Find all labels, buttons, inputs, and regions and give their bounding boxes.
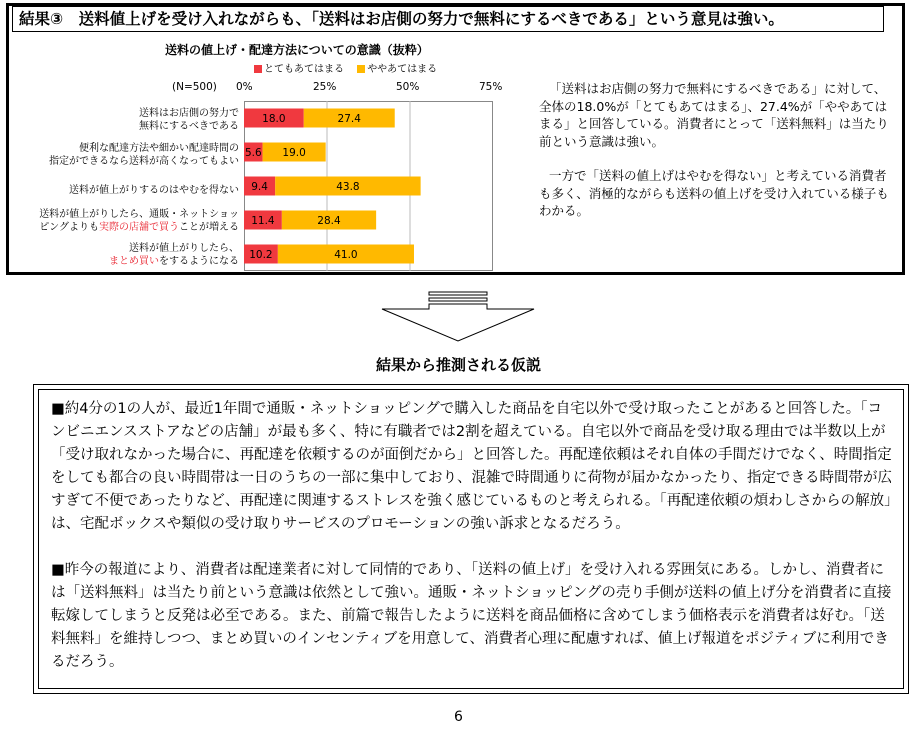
data-label-strong-3: 9.4 [251,181,268,193]
hypothesis-paragraph-1: ■約4分の1の人が、最近1年間で通販・ネットショッピングで購入した商品を自宅以外で受け取ったことがあると回答した。「コンビニエンスストアなどの店舗」が最も多く、特に有職者では2割を超えている。自宅以外で商品を受け取る理由では半数以上が「受け取れなかった場合に、再配達を依頼するのが面倒だから」と回答した。再配達依頼はそれ自体の手間だけでなく、時間指定をしても都合の良い時間帯は一日のうちの一部に集中しており、混雑で時間通りに荷物が届かなかったり、指定できる時間帯が広すぎて不便であったりなど、再配達に関連するストレスを強く感じているものと考えられる。「再配達依頼の煩わしさからの解放」は、宅配ボックスや類似の受け取りサービスのプロモーションの強い訴求となるだろう。 [51,401,892,532]
category-label-1 [139,107,239,133]
hypothesis-title: 結果から推測される仮説 [375,356,541,374]
data-label-somewhat-1: 27.4 [337,113,361,125]
category-label-2-line-2: 指定ができるなら送料が高くなってもよい [49,156,239,167]
category-label-4-line-1: 送料が値上がりしたら、通販・ネットショッ [39,209,239,220]
commentary-paragraph-2: 一方で「送料の値上げはやむを得ない」と考えている消費者も多く、消極的ながらも送料の値上げを受け入れている様子もわかる。 [539,168,889,218]
sample-size-label: (N=500) [172,81,217,93]
category-label-5-line-2: をするようになる [159,256,239,267]
commentary-paragraph-1: 「送料はお店側の努力で無料にするべきである」に対して、全体の18.0%が「とてもあてはまる」、27.4%が「ややあてはまる」と回答している。消費者にとって「送料無料」は当たり前という意識は強い。 [539,81,889,149]
page-number: 6 [454,709,463,725]
commentary [539,80,894,220]
category-label-4-line-3: ことが増える [179,222,239,233]
category-label-5-highlight: まとめ買い [109,256,159,267]
bar-chart-plot [244,101,493,271]
data-label-strong-4: 11.4 [251,215,275,227]
chart-legend [254,60,447,75]
legend-swatch-strong [254,65,262,73]
category-label-2 [49,142,239,168]
legend-label-strong: とてもあてはまる [264,64,344,75]
category-label-4 [39,208,239,234]
data-label-strong-1: 18.0 [262,113,286,125]
category-label-4-line-2: ピングよりも [39,222,99,233]
tick-label-25: 25% [313,81,337,93]
data-label-strong-2: 5.6 [244,147,262,159]
legend-item-somewhat [357,64,437,75]
result-heading: 結果③ 送料値上げを受け入れながらも、「送料はお店側の努力で無料にするべきである」という意見は強い。 [12,6,884,32]
legend-item-strong [254,64,344,75]
category-label-5 [109,242,239,268]
tick-label-50: 50% [396,81,420,93]
category-label-3-line-1: 送料が値上がりするのはやむを得ない [69,185,239,196]
data-label-somewhat-2: 19.0 [282,147,306,159]
category-label-5-line-1: 送料が値上がりしたら、 [129,243,239,254]
hypothesis-paragraph-2: ■昨今の報道により、消費者は配達業者に対して同情的であり、「送料の値上げ」を受け入れる雰囲気にある。しかし、消費者には「送料無料」は当たり前という意識は依然として強い。通販・ネットショッピングの売り手側が送料の値上げ分を消費者に直接転嫁してしまうと反発は必至である。また、前篇で報告したように送料を商品価格に含めてしまう価格表示を消費者は好む。「送料無料」を維持しつつ、まとめ買いのインセンティブを用意して、消費者心理に配慮すれば、値上げ報道をポジティブに利用できるだろう。 [51,562,892,670]
category-label-3 [69,184,239,197]
hypothesis-box [38,389,904,689]
tick-label-0: 0% [236,81,253,93]
category-label-1-line-2: 無料にするべきである [139,121,239,132]
legend-swatch-somewhat [357,65,365,73]
chart-title: 送料の値上げ・配達方法についての意識（抜粋） [165,43,429,57]
category-label-4-highlight: 実際の店舗で買う [99,222,179,233]
category-label-2-line-1: 便利な配達方法や細かい配達時間の [79,143,239,154]
data-label-somewhat-3: 43.8 [336,181,360,193]
data-label-strong-5: 10.2 [249,249,273,261]
legend-label-somewhat: ややあてはまる [367,64,438,75]
category-label-1-line-1: 送料はお店側の努力で [139,108,239,119]
data-label-somewhat-5: 41.0 [334,249,358,261]
down-arrow-icon [380,291,536,342]
data-label-somewhat-4: 28.4 [317,215,341,227]
tick-label-75: 75% [479,81,503,93]
